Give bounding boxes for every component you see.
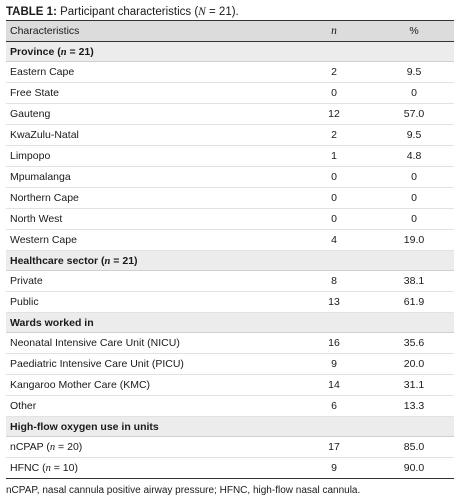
row-label-text: nCPAP (: [10, 441, 50, 453]
section-title-prefix: High-flow oxygen use in units: [10, 420, 159, 433]
row-n-value: 9: [294, 458, 374, 479]
section-title-prefix: Healthcare sector (: [10, 254, 105, 267]
table-row: [6, 146, 454, 167]
row-label-text: Kangaroo Mother Care (KMC): [10, 379, 151, 391]
table-row: [6, 396, 454, 417]
row-label: [6, 209, 294, 230]
row-label: [6, 167, 294, 188]
caption-text-suffix: = 21).: [205, 6, 239, 18]
row-label-n: n: [49, 442, 56, 453]
row-label: [6, 125, 294, 146]
header-n: n: [294, 21, 374, 42]
table-row: [6, 271, 454, 292]
row-label-text: Public: [10, 296, 39, 308]
row-label-text: Neonatal Intensive Care Unit (NICU): [10, 337, 180, 349]
table-body: [6, 42, 454, 479]
section-title: [6, 417, 454, 437]
row-n-value: 8: [294, 271, 374, 292]
row-n-value: 6: [294, 396, 374, 417]
row-label: [6, 396, 294, 417]
row-percent-value: 13.3: [374, 396, 454, 417]
table-row: [6, 333, 454, 354]
row-n-value: 4: [294, 230, 374, 251]
table-row: [6, 458, 454, 479]
section-header-row: [6, 251, 454, 271]
row-label-text: Free State: [10, 87, 60, 99]
row-n-value: 9: [294, 354, 374, 375]
row-label: [6, 292, 294, 313]
row-percent-value: 38.1: [374, 271, 454, 292]
row-label-text: Paediatric Intensive Care Unit (PICU): [10, 358, 184, 370]
row-label-text: Mpumalanga: [10, 171, 71, 183]
row-n-value: 17: [294, 437, 374, 458]
table-row: [6, 125, 454, 146]
row-percent-value: 85.0: [374, 437, 454, 458]
section-title: [6, 251, 454, 271]
row-label: [6, 104, 294, 125]
row-percent-value: 61.9: [374, 292, 454, 313]
table-row: [6, 104, 454, 125]
row-label-text: Limpopo: [10, 150, 51, 162]
row-percent-value: 0: [374, 167, 454, 188]
row-percent-value: 35.6: [374, 333, 454, 354]
row-label-text: HFNC (: [10, 462, 46, 474]
row-label-text: Gauteng: [10, 108, 51, 120]
row-n-value: 12: [294, 104, 374, 125]
row-label: [6, 333, 294, 354]
row-percent-value: 0: [374, 209, 454, 230]
header-percent: %: [374, 21, 454, 42]
table-row: [6, 354, 454, 375]
row-percent-value: 4.8: [374, 146, 454, 167]
table-row: [6, 209, 454, 230]
section-title-suffix: = 21): [110, 254, 138, 267]
row-label-n: n: [45, 463, 51, 474]
table-row: [6, 230, 454, 251]
table-caption: [6, 4, 454, 20]
row-n-value: 2: [294, 62, 374, 83]
row-n-value: 1: [294, 146, 374, 167]
row-percent-value: 19.0: [374, 230, 454, 251]
table-footnote: nCPAP, nasal cannula positive airway pressure; HFNC, high-flow nasal cannula.: [6, 485, 361, 496]
row-n-value: 0: [294, 167, 374, 188]
row-label-suffix: = 20): [55, 441, 83, 453]
row-label-text: Other: [10, 400, 37, 412]
section-title-n: n: [104, 255, 111, 267]
row-label-suffix: = 10): [50, 462, 78, 474]
participant-table: [6, 20, 454, 479]
section-header-row: [6, 313, 454, 333]
row-n-value: 14: [294, 375, 374, 396]
row-percent-value: 31.1: [374, 375, 454, 396]
row-label: [6, 271, 294, 292]
section-header-row: [6, 417, 454, 437]
row-n-value: 2: [294, 125, 374, 146]
section-title: [6, 313, 454, 333]
header-row: [6, 21, 454, 42]
row-n-value: 0: [294, 188, 374, 209]
caption-text-prefix: Participant characteristics (: [56, 6, 199, 18]
caption-label: TABLE 1:: [6, 6, 57, 18]
section-title-prefix: Province (: [10, 45, 61, 58]
row-percent-value: 90.0: [374, 458, 454, 479]
section-title: [6, 42, 454, 62]
table-row: [6, 167, 454, 188]
row-label: [6, 62, 294, 83]
row-percent-value: 20.0: [374, 354, 454, 375]
row-label: [6, 375, 294, 396]
row-n-value: 13: [294, 292, 374, 313]
row-percent-value: 0: [374, 188, 454, 209]
row-percent-value: 9.5: [374, 62, 454, 83]
row-label: [6, 458, 294, 479]
row-label-text: Eastern Cape: [10, 66, 75, 78]
table-row: [6, 62, 454, 83]
row-label: [6, 437, 294, 458]
row-label: [6, 83, 294, 104]
row-percent-value: 9.5: [374, 125, 454, 146]
section-header-row: [6, 42, 454, 62]
row-percent-value: 0: [374, 83, 454, 104]
row-percent-value: 57.0: [374, 104, 454, 125]
row-n-value: 0: [294, 83, 374, 104]
row-label: [6, 146, 294, 167]
caption-n-symbol: N: [198, 6, 206, 18]
row-label-text: Northern Cape: [10, 192, 79, 204]
table-row: [6, 188, 454, 209]
row-label: [6, 354, 294, 375]
table-row: [6, 437, 454, 458]
row-n-value: 16: [294, 333, 374, 354]
row-label-text: North West: [10, 213, 63, 225]
row-label-text: KwaZulu-Natal: [10, 129, 79, 141]
row-label-text: Private: [10, 275, 43, 287]
table-row: [6, 375, 454, 396]
header-characteristics: Characteristics: [6, 21, 294, 42]
row-label-text: Western Cape: [10, 234, 77, 246]
section-title-prefix: Wards worked in: [10, 316, 94, 329]
section-title-suffix: = 21): [66, 45, 94, 58]
table-row: [6, 292, 454, 313]
row-label: [6, 230, 294, 251]
row-label: [6, 188, 294, 209]
section-title-n: n: [60, 46, 67, 58]
row-n-value: 0: [294, 209, 374, 230]
table-row: [6, 83, 454, 104]
